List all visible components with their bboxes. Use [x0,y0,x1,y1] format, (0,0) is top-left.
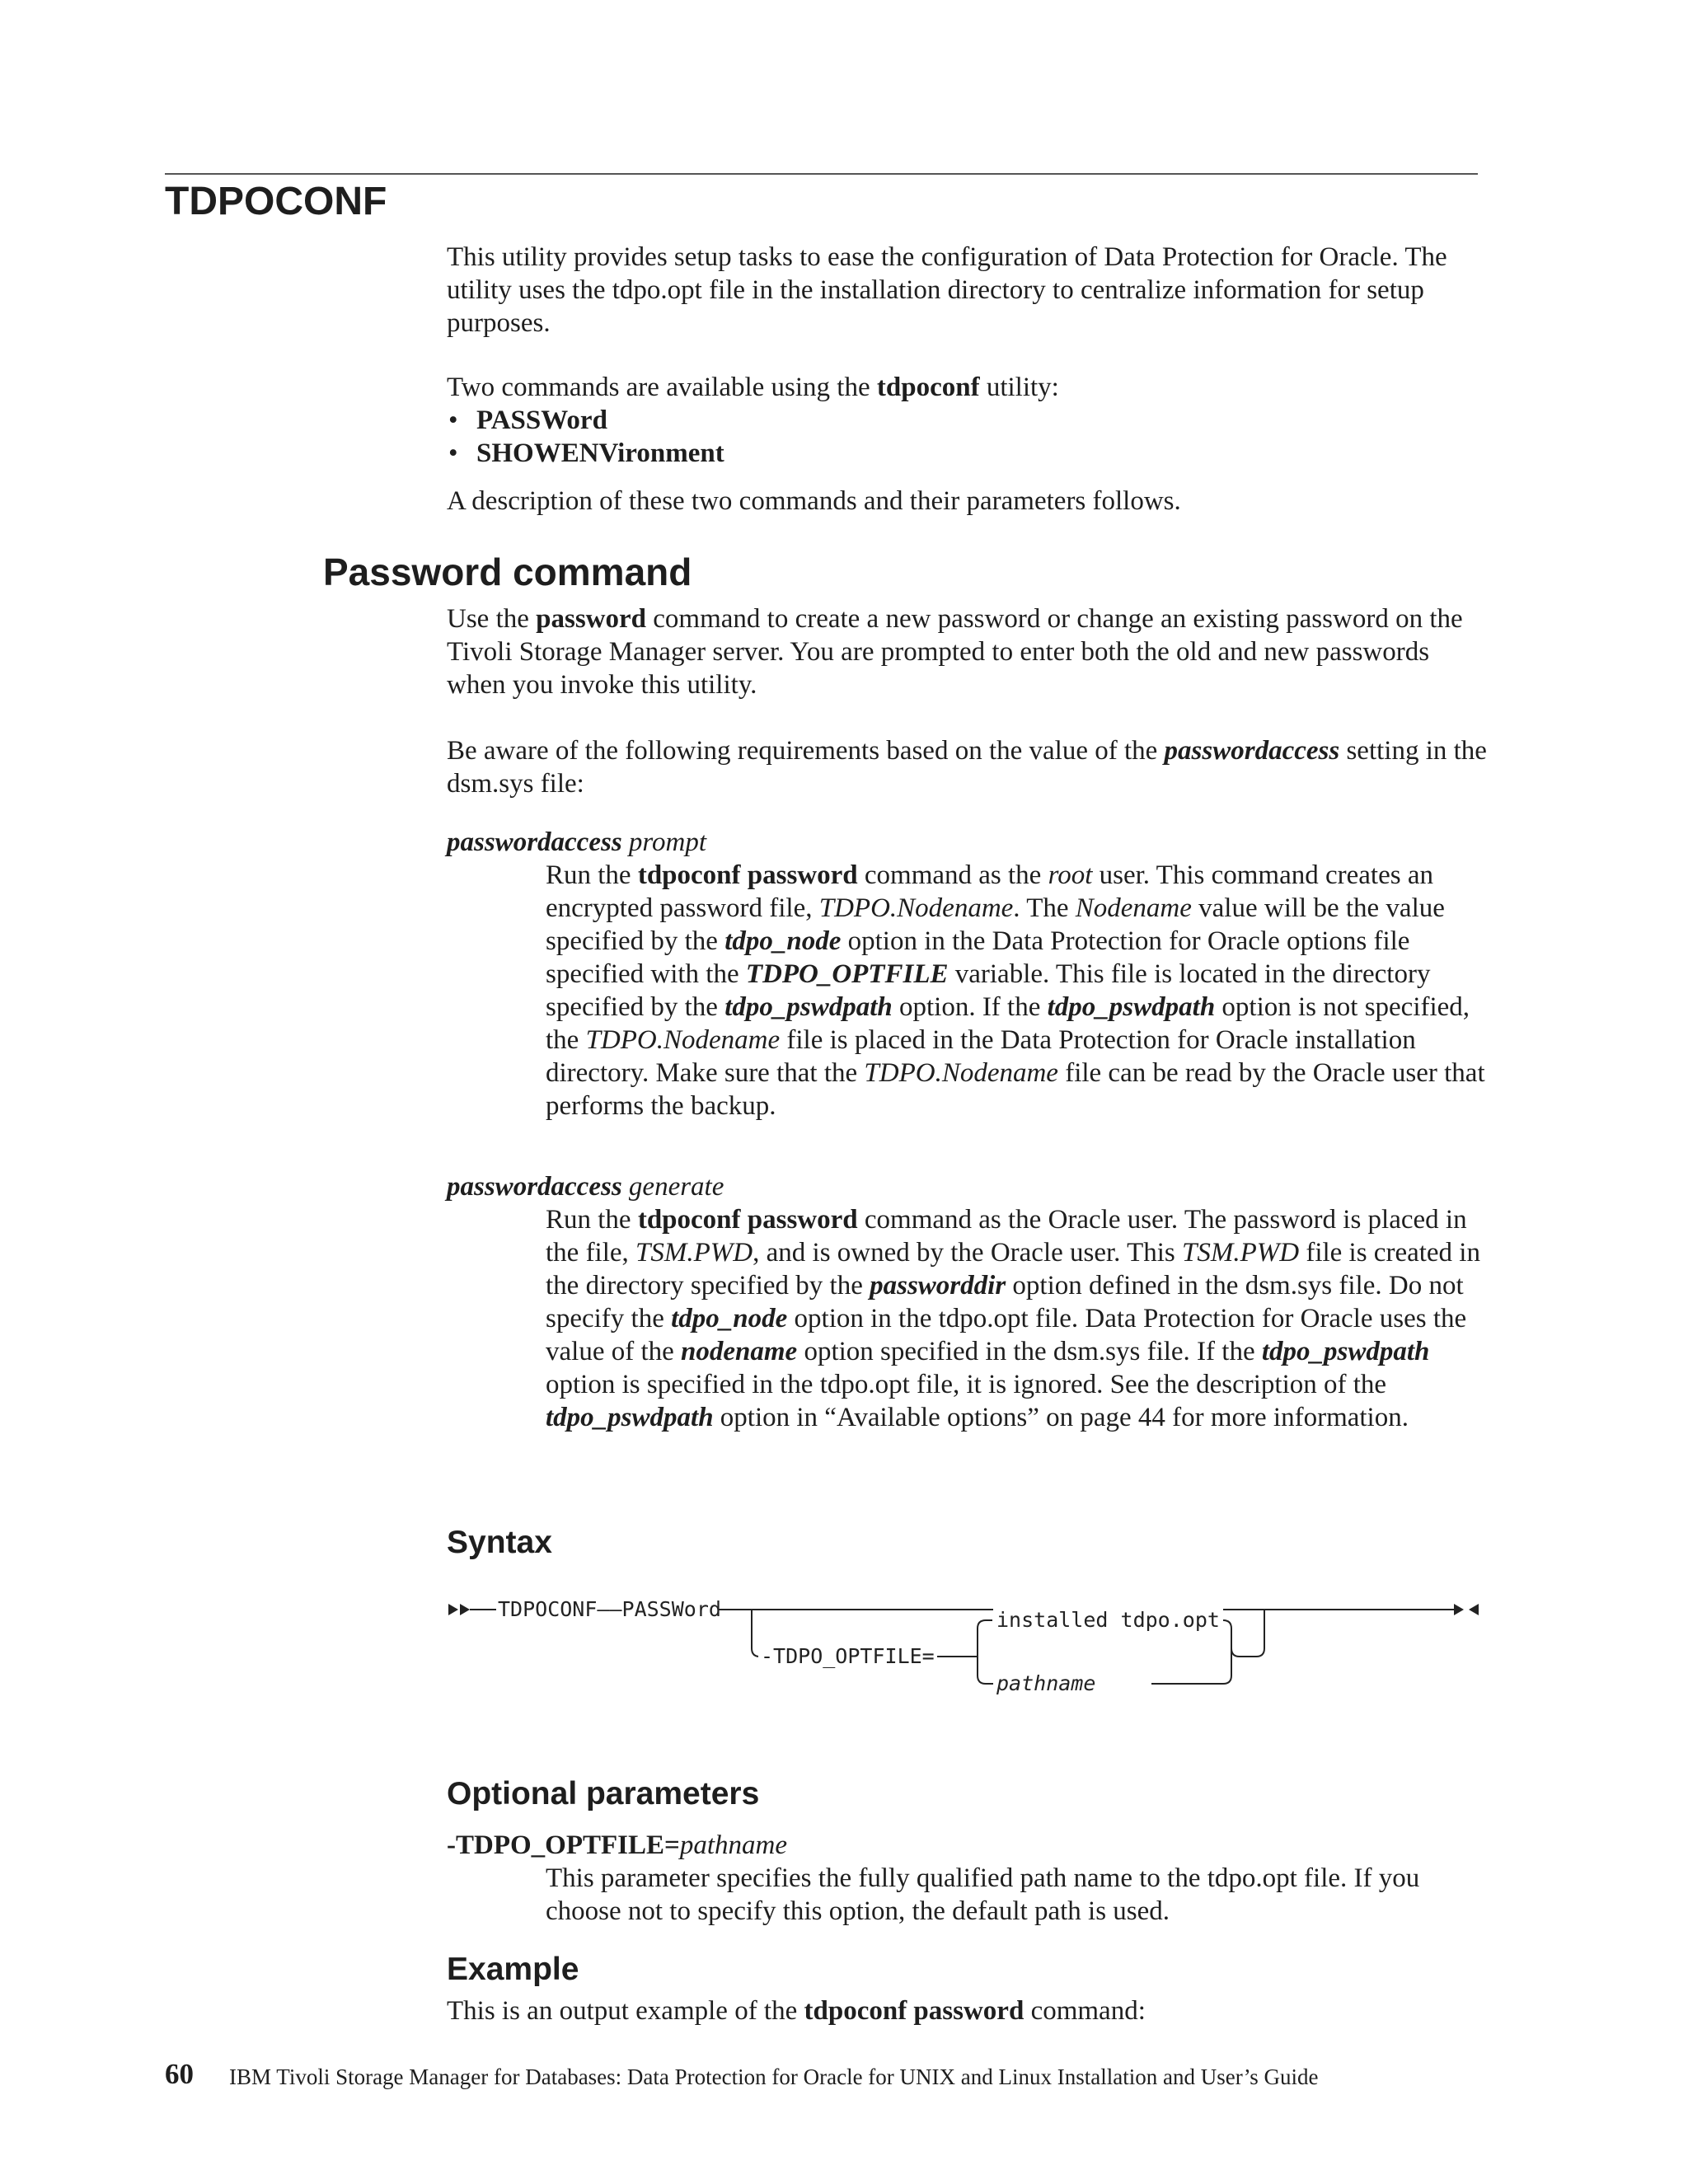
syntax-heading: Syntax [447,1525,552,1560]
commands-list [447,404,1493,470]
footer-title: IBM Tivoli Storage Manager for Databases: Data Protection for Oracle for UNIX and Linux Installation and User’s Guide [229,2064,1319,2089]
list-item: • PASSWord [447,404,1493,437]
definition-passwordaccess-prompt: Run the tdpoconf password command as the root user. This command creates an encrypted password file, TDPO.Nodename. The Nodename value will be the value specified by the tdpo_node option in the Data Protection for Oracle options file specified with the TDPO_OPTFILE variable. This file is located in the directory specified by the tdpo_pswdpath option. If the tdpo_pswdpath option is not specified, the TDPO.Nodename file is placed in the Data Protection for Oracle installation directory. Make sure that the TDPO.Nodename file can be read by the Oracle user that performs the backup. [546,860,1485,1121]
optional-parameters-heading: Optional parameters [447,1776,760,1811]
syntax-default-value: installed tdpo.opt [993,1608,1223,1633]
password-intro [447,602,1493,800]
intro-paragraph: This utility provides setup tasks to ease the configuration of Data Protection for Oracle. The utility uses the tdpo.opt file in the installation directory to centralize information for setup purposes. [447,242,1447,338]
password-command-heading: Password command [323,551,692,593]
example-heading: Example [447,1952,579,1987]
commands-lead: Two commands are available using the tdpoconf utility: [447,373,1059,402]
term-passwordaccess-generate: passwordaccess generate [447,1172,724,1202]
page-number: 60 [165,2058,194,2090]
syntax-optfile-keyword: -TDPO_OPTFILE= [758,1644,937,1669]
syntax-main-tokens: TDPOCONF——PASSWord [498,1597,721,1621]
follows-text: A description of these two commands and their parameters follows. [447,486,1181,516]
heading-rule [165,173,1478,175]
password-paragraph-1: Use the password command to create a new password or change an existing password on the Tivoli Storage Manager server. You are prompted to enter both the old and new passwords when you invoke this utility. [447,604,1463,700]
password-paragraph-2: Be aware of the following requirements based on the value of the passwordaccess setting in the dsm.sys file: [447,736,1487,799]
syntax-pathname-value: pathname [993,1671,1099,1696]
definition-tdpo-optfile: This parameter specifies the fully qualified path name to the tdpo.opt file. If you choose not to specify this option, the default path is used. [546,1863,1420,1926]
page-title: TDPOCONF [165,180,387,223]
term-tdpo-optfile: -TDPO_OPTFILE=pathname [447,1830,787,1860]
example-text: This is an output example of the tdpoconf password command: [447,1996,1146,2026]
list-item: • SHOWENVironment [447,437,1493,470]
definition-passwordaccess-generate: Run the tdpoconf password command as the Oracle user. The password is placed in the file, TSM.PWD, and is owned by the Oracle user. This TSM.PWD file is created in the directory specified by the passworddir option defined in the dsm.sys file. Do not specify the tdpo_node option in the tdpo.opt file. Data Protection for Oracle uses the value of the nodename option specified in the dsm.sys file. If the tdpo_pswdpath option is specified in the tdpo.opt file, it is ignored. See the description of the tdpo_pswdpath option in “Available options” on page 44 for more information. [546,1205,1480,1432]
intro-section [447,241,1493,518]
term-passwordaccess-prompt: passwordaccess prompt [447,827,707,857]
